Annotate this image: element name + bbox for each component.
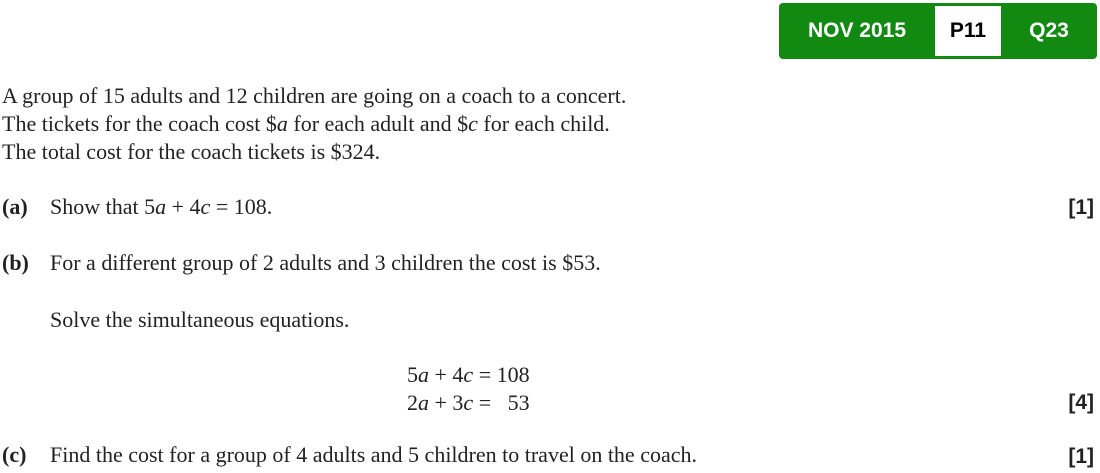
part-b-text: For a different group of 2 adults and 3 children the cost is $53. [50, 250, 601, 275]
part-c-label: (c) [2, 442, 27, 467]
equation-1: 5a + 4c = 108 [407, 362, 530, 387]
part-c [2, 442, 697, 468]
equation-2: 2a + 3c = 53 [407, 390, 530, 415]
part-b-label: (b) [2, 250, 29, 275]
paper-number-label: P11 [935, 6, 1001, 56]
part-b [2, 250, 601, 276]
question-stem [2, 82, 626, 166]
stem-line-2: The tickets for the coach cost $a for each adult and $c for each child. [2, 111, 610, 136]
part-b-marks: [4] [1068, 391, 1094, 414]
question-number-label: Q23 [1029, 19, 1069, 42]
part-a-marks: [1] [1068, 196, 1094, 219]
stem-line-1: A group of 15 adults and 12 children are going on a coach to a concert. [2, 83, 627, 108]
exam-session-label: NOV 2015 [807, 19, 907, 42]
part-a-label: (a) [2, 194, 28, 219]
question-reference-badge [779, 3, 1097, 59]
part-b-instruction: Solve the simultaneous equations. [50, 307, 350, 332]
part-c-text: Find the cost for a group of 4 adults and 5 children to travel on the coach. [50, 442, 697, 467]
part-a-text: Show that 5a + 4c = 108. [50, 194, 273, 219]
part-c-marks: [1] [1068, 445, 1094, 468]
stem-line-3: The total cost for the coach tickets is $324. [2, 139, 381, 164]
part-a [2, 194, 272, 220]
